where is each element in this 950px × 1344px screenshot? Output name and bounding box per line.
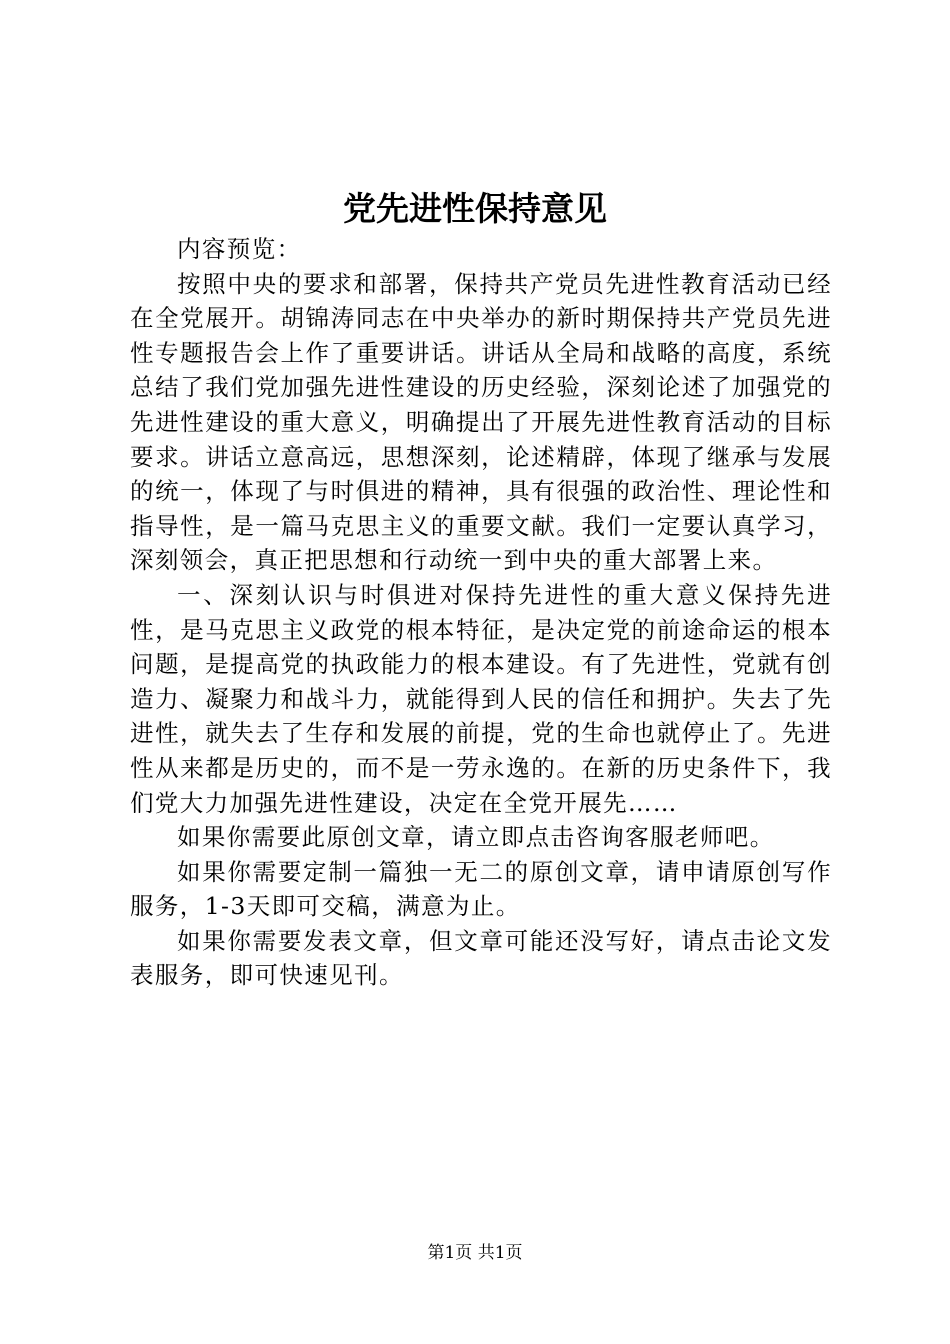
- paragraph-custom-writing: 如果你需要定制一篇独一无二的原创文章，请申请原创写作服务，1-3天即可交稿，满意为止。: [130, 857, 832, 921]
- page-number-footer: 第1页 共1页: [427, 1243, 523, 1263]
- preview-label: 内容预览：: [177, 235, 302, 263]
- document-body: [130, 232, 832, 993]
- paragraph-intro: 按照中央的要求和部署，保持共产党员先进性教育活动已经在全党展开。胡锦涛同志在中央举办的新时期保持共产党员先进性专题报告会上作了重要讲话。讲话从全局和战略的高度，系统总结了我们党加强先进性建设的历史经验，深刻论述了加强党的先进性建设的重大意义，明确提出了开展先进性教育活动的目标要求。讲话立意高远，思想深刻，论述精辟，体现了继承与发展的统一，体现了与时俱进的精神，具有很强的政治性、理论性和指导性，是一篇马克思主义的重要文献。我们一定要认真学习，深刻领会，真正把思想和行动统一到中央的重大部署上来。: [130, 269, 832, 575]
- paragraph-publish: 如果你需要发表文章，但文章可能还没写好，请点击论文发表服务，即可快速见刊。: [130, 926, 832, 990]
- paragraph-section-one: 一、深刻认识与时俱进对保持先进性的重大意义保持先进性，是马克思主义政党的根本特征，是决定党的前途命运的根本问题，是提高党的执政能力的根本建设。有了先进性，党就有创造力、凝聚力和战斗力，就能得到人民的信任和拥护。失去了先进性，就失去了生存和发展的前提，党的生命也就停止了。先进性从来都是历史的，而不是一劳永逸的。在新的历史条件下，我们党大力加强先进性建设，决定在全党开展先……: [130, 580, 832, 817]
- paragraph-consult: 如果你需要此原创文章，请立即点击咨询客服老师吧。: [177, 823, 775, 852]
- document-title: 党先进性保持意见: [343, 189, 607, 228]
